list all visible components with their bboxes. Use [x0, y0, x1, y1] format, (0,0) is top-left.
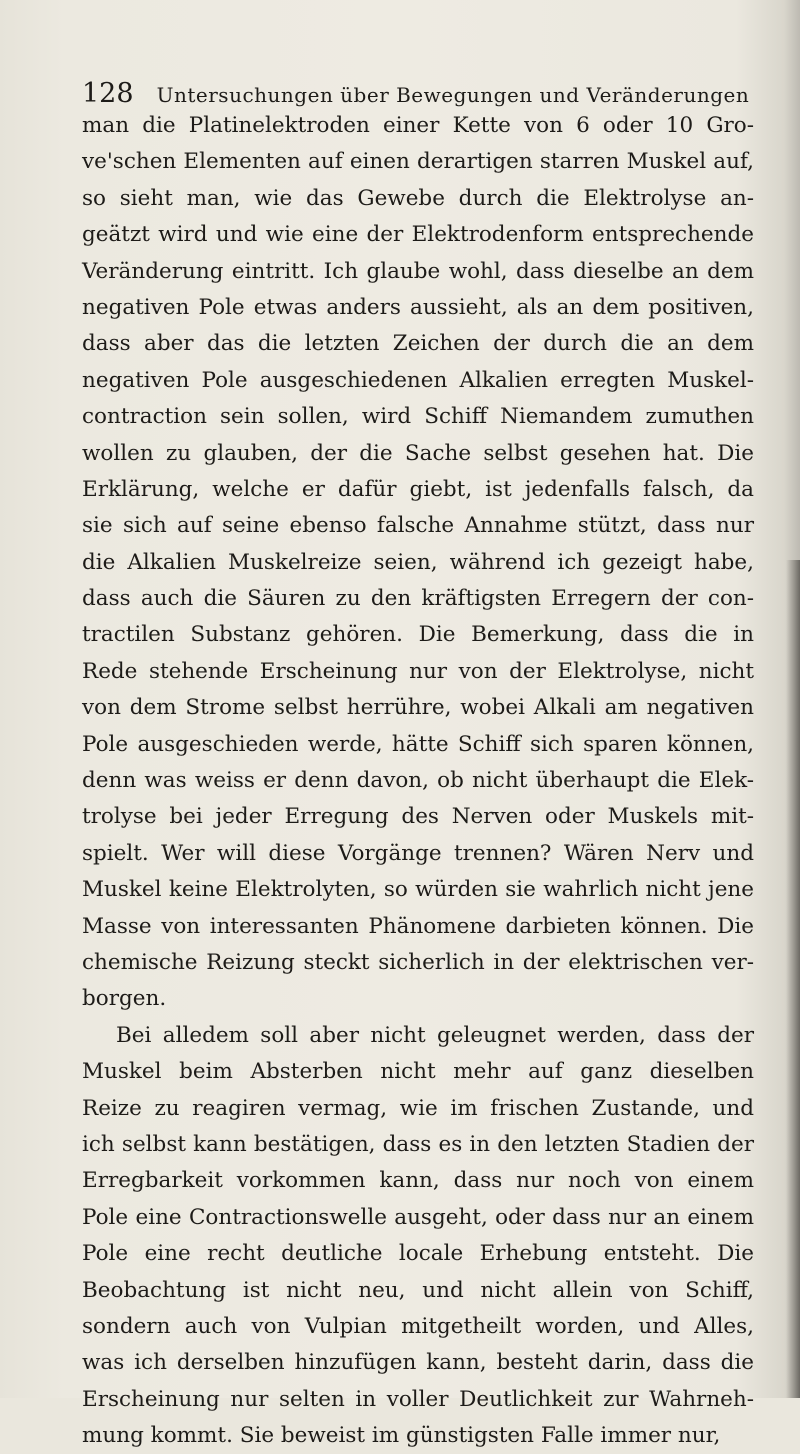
text-line: negativen Pole ausgeschiedenen Alkalien erregten Muskel- — [82, 367, 754, 393]
text-line: Pole ausgeschieden werde, hätte Schiff sich sparen können, — [82, 731, 754, 757]
text-line: sie sich auf seine ebenso falsche Annahme stützt, dass nur — [82, 513, 754, 539]
text-line: die Alkalien Muskelreize seien, während ich gezeigt habe, — [82, 549, 754, 575]
text-line: dass auch die Säuren zu den kräftigsten Erregern der con- — [82, 586, 754, 612]
text-line: ve'schen Elementen auf einen derartigen starren Muskel auf, — [82, 149, 754, 175]
text-line: dass aber das die letzten Zeichen der durch die an dem — [82, 331, 754, 357]
text-line: Erklärung, welche er dafür giebt, ist jedenfalls falsch, da — [82, 476, 754, 502]
text-line: Masse von interessanten Phänomene darbieten können. Die — [82, 913, 754, 939]
text-line: von dem Strome selbst herrühre, wobei Alkali am negativen — [82, 695, 754, 721]
text-line: tractilen Substanz gehören. Die Bemerkung, dass die in — [82, 622, 754, 648]
text-line: was ich derselben hinzufügen kann, besteht darin, dass die — [82, 1350, 754, 1376]
text-line: Erregbarkeit vorkommen kann, dass nur noch von einem — [82, 1168, 754, 1194]
text-line: Pole eine Contractionswelle ausgeht, oder dass nur an einem — [82, 1204, 754, 1230]
text-line: sondern auch von Vulpian mitgetheilt worden, und Alles, — [82, 1313, 754, 1339]
page-number: 128 — [82, 78, 134, 109]
text-line: Rede stehende Erscheinung nur von der Elektrolyse, nicht — [82, 658, 754, 684]
text-line: Muskel keine Elektrolyten, so würden sie wahrlich nicht jene — [82, 877, 754, 903]
running-title: Untersuchungen über Bewegungen und Veränderungen — [156, 83, 750, 107]
text-line: mung kommt. Sie beweist im günstigsten Falle immer nur, — [82, 1423, 721, 1449]
text-line: Beobachtung ist nicht neu, und nicht allein von Schiff, — [82, 1277, 754, 1303]
text-line: borgen. — [82, 986, 167, 1012]
page-edge-shadow — [786, 560, 800, 1398]
text-line: Pole eine recht deutliche locale Erhebung entsteht. Die — [82, 1241, 754, 1267]
text-line: chemische Reizung steckt sicherlich in der elektrischen ver- — [82, 949, 754, 975]
text-line: man die Platinelektroden einer Kette von 6 oder 10 Gro- — [82, 113, 754, 138]
text-line: spielt. Wer will diese Vorgänge trennen? Wären Nerv und — [82, 840, 754, 866]
text-line: ich selbst kann bestätigen, dass es in den letzten Stadien der — [82, 1131, 754, 1157]
text-line: trolyse bei jeder Erregung des Nerven oder Muskels mit- — [82, 804, 754, 830]
text-line: wollen zu glauben, der die Sache selbst gesehen hat. Die — [82, 440, 754, 466]
text-line: geätzt wird und wie eine der Elektrodenform entsprechende — [82, 222, 754, 248]
text-line: Bei alledem soll aber nicht geleugnet werden, dass der — [116, 1022, 754, 1048]
text-line: so sieht man, wie das Gewebe durch die Elektrolyse an- — [82, 185, 754, 211]
text-line: Muskel beim Absterben nicht mehr auf ganz dieselben — [82, 1059, 754, 1085]
text-line: negativen Pole etwas anders aussieht, als an dem positiven, — [82, 294, 754, 320]
text-line: denn was weiss er denn davon, ob nicht überhaupt die Elek- — [82, 768, 754, 794]
text-line: contraction sein sollen, wird Schiff Niemandem zumuthen — [82, 404, 754, 430]
text-line: Erscheinung nur selten in voller Deutlichkeit zur Wahrneh- — [82, 1386, 754, 1412]
text-line: Veränderung eintritt. Ich glaube wohl, dass dieselbe an dem — [82, 258, 754, 284]
text-line: Reize zu reagiren vermag, wie im frischen Zustande, und — [82, 1095, 754, 1121]
body-text — [82, 108, 754, 1454]
